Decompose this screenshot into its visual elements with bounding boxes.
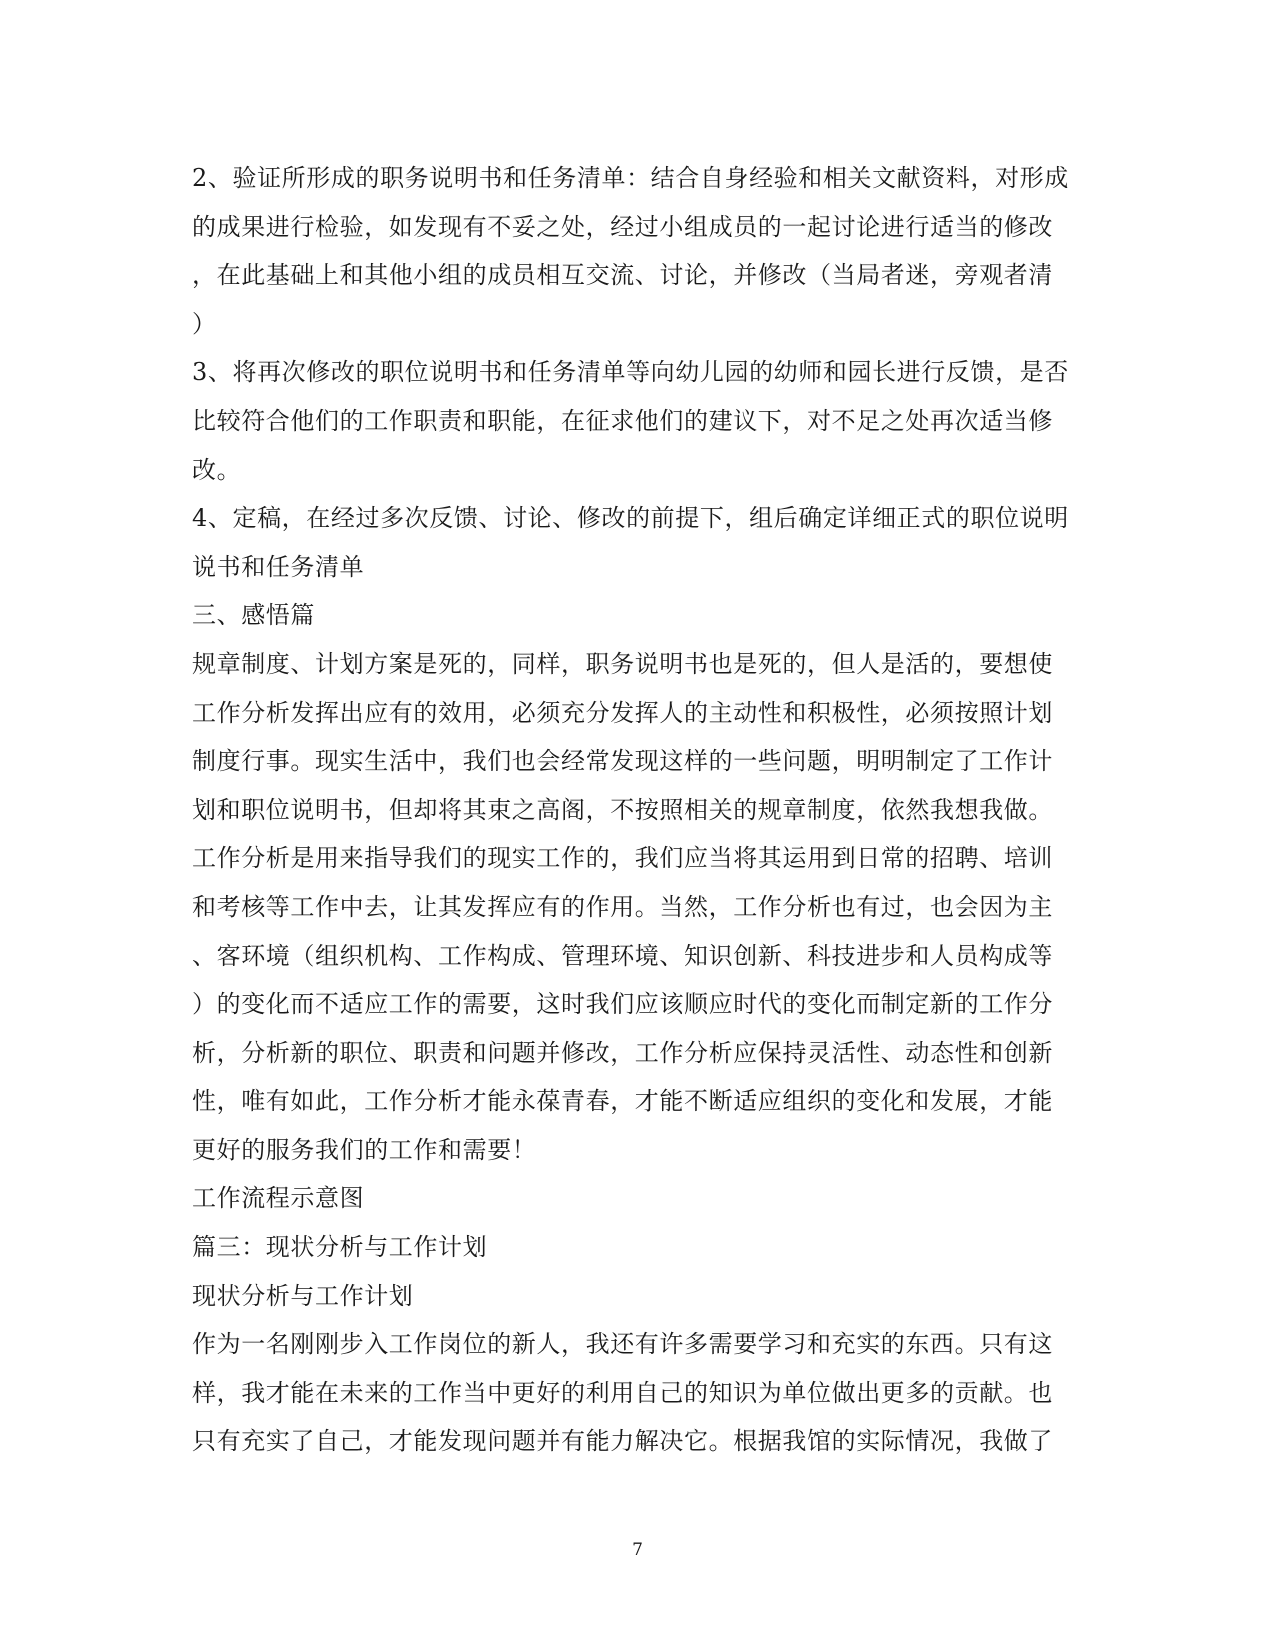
- text-line: ）的变化而不适应工作的需要，这时我们应该顺应时代的变化而制定新的工作分: [192, 990, 1053, 1019]
- text-line: 2、验证所形成的职务说明书和任务清单：结合自身经验和相关文献资料，对形成: [192, 164, 1069, 192]
- text-line: 说书和任务清单: [192, 552, 365, 581]
- text-line: 3、将再次修改的职位说明书和任务清单等向幼儿园的幼师和园长进行反馈，是否: [192, 358, 1069, 387]
- text-line: 工作分析发挥出应有的效用，必须充分发挥人的主动性和积极性，必须按照计划: [192, 698, 1053, 727]
- text-line: 析，分析新的职位、职责和问题并修改，工作分析应保持灵活性、动态性和创新: [192, 1038, 1053, 1067]
- section-heading: 三、感悟篇: [192, 601, 315, 630]
- document-body: [192, 154, 1082, 1466]
- text-line: 只有充实了自己，才能发现问题并有能力解决它。根据我馆的实际情况，我做了: [192, 1427, 1053, 1456]
- text-line: 的成果进行检验，如发现有不妥之处，经过小组成员的一起讨论进行适当的修改: [192, 212, 1053, 241]
- text-line: 规章制度、计划方案是死的，同样，职务说明书也是死的，但人是活的，要想使: [192, 649, 1053, 678]
- section-subheading: 现状分析与工作计划: [192, 1281, 414, 1310]
- text-line: ，在此基础上和其他小组的成员相互交流、讨论，并修改（当局者迷，旁观者清: [192, 261, 1053, 290]
- text-line: 制度行事。现实生活中，我们也会经常发现这样的一些问题，明明制定了工作计: [192, 747, 1053, 776]
- text-line: 改。: [192, 455, 242, 484]
- page-number: 7: [632, 1540, 643, 1560]
- text-line: 比较符合他们的工作职责和职能，在征求他们的建议下，对不足之处再次适当修: [192, 406, 1053, 435]
- text-line: 工作分析是用来指导我们的现实工作的，我们应当将其运用到日常的招聘、培训: [192, 844, 1053, 873]
- figure-caption: 工作流程示意图: [192, 1184, 365, 1213]
- text-line: 更好的服务我们的工作和需要！: [192, 1135, 537, 1164]
- text-line: ）: [192, 309, 217, 338]
- text-line: 、客环境（组织机构、工作构成、管理环境、知识创新、科技进步和人员构成等: [192, 941, 1053, 970]
- text-line: 4、定稿，在经过多次反馈、讨论、修改的前提下，组后确定详细正式的职位说明: [192, 504, 1069, 533]
- text-line: 和考核等工作中去，让其发挥应有的作用。当然，工作分析也有过，也会因为主: [192, 892, 1053, 921]
- text-line: 样，我才能在未来的工作当中更好的利用自己的知识为单位做出更多的贡献。也: [192, 1378, 1053, 1407]
- text-line: 性，唯有如此，工作分析才能永葆青春，才能不断适应组织的变化和发展，才能: [192, 1087, 1053, 1116]
- text-line: 作为一名刚刚步入工作岗位的新人，我还有许多需要学习和充实的东西。只有这: [192, 1330, 1053, 1359]
- section-heading: 篇三：现状分析与工作计划: [192, 1233, 488, 1262]
- text-line: 划和职位说明书，但却将其束之高阁，不按照相关的规章制度，依然我想我做。: [192, 795, 1053, 824]
